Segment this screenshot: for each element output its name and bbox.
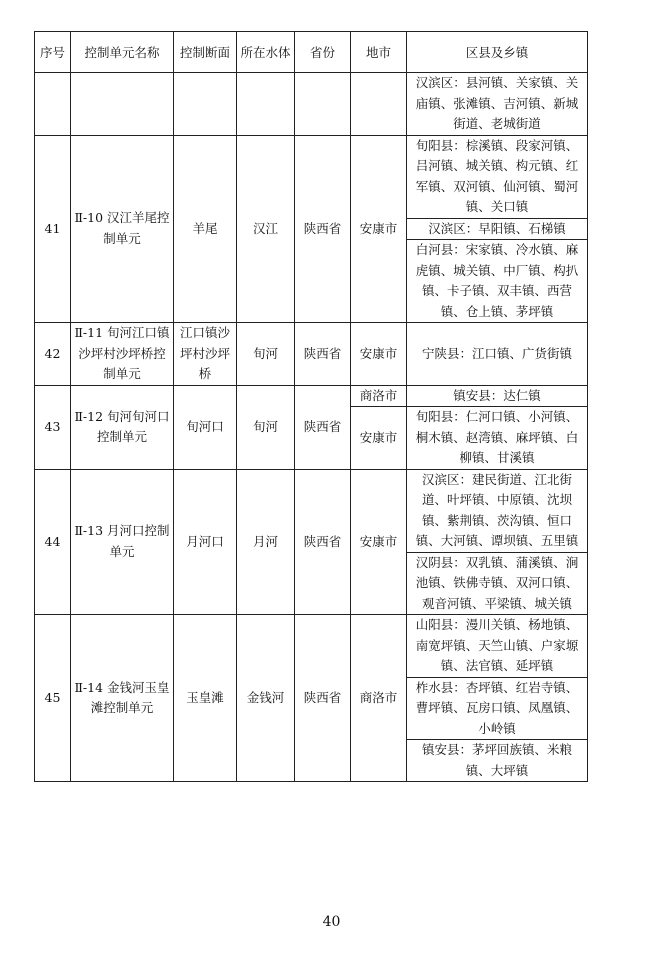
cell-water: 旬河	[237, 323, 295, 386]
cell-city: 安康市	[351, 323, 407, 386]
cell-unit-name: Ⅱ-11 旬河江口镇沙坪村沙坪桥控制单元	[71, 323, 174, 386]
cell-province: 陕西省	[295, 385, 351, 469]
header-section: 控制断面	[174, 32, 237, 73]
cell-empty	[35, 73, 71, 136]
cell-towns: 旬阳县：仁河口镇、小河镇、桐木镇、赵湾镇、麻坪镇、白柳镇、甘溪镇	[407, 407, 588, 470]
table-row	[35, 469, 588, 552]
cell-water: 汉江	[237, 135, 295, 323]
cell-unit-name: Ⅱ-12 旬河旬河口控制单元	[71, 385, 174, 469]
control-unit-table	[34, 31, 588, 782]
cell-empty	[174, 73, 237, 136]
cell-section: 旬河口	[174, 385, 237, 469]
cell-unit-name: Ⅱ-10 汉江羊尾控制单元	[71, 135, 174, 323]
cell-no: 41	[35, 135, 71, 323]
header-water: 所在水体	[237, 32, 295, 73]
cell-province: 陕西省	[295, 469, 351, 615]
cell-towns: 镇安县：达仁镇	[407, 385, 588, 407]
cell-towns: 镇安县：茅坪回族镇、米粮镇、大坪镇	[407, 740, 588, 782]
cell-city: 安康市	[351, 407, 407, 470]
table-row	[35, 323, 588, 386]
table-row	[35, 135, 588, 218]
cell-city: 商洛市	[351, 385, 407, 407]
cell-towns: 旬阳县：棕溪镇、段家河镇、吕河镇、城关镇、构元镇、红军镇、双河镇、仙河镇、蜀河镇、关口镇	[407, 135, 588, 218]
cell-water: 旬河	[237, 385, 295, 469]
cell-city: 安康市	[351, 469, 407, 615]
cell-unit-name: Ⅱ-13 月河口控制单元	[71, 469, 174, 615]
cell-towns: 白河县：宋家镇、冷水镇、麻虎镇、城关镇、中厂镇、构扒镇、卡子镇、双丰镇、西营镇、仓上镇、茅坪镇	[407, 240, 588, 323]
cell-province: 陕西省	[295, 323, 351, 386]
cell-province: 陕西省	[295, 135, 351, 323]
cell-unit-name: Ⅱ-14 金钱河玉皇滩控制单元	[71, 615, 174, 782]
cell-water: 月河	[237, 469, 295, 615]
cell-section: 月河口	[174, 469, 237, 615]
header-no: 序号	[35, 32, 71, 73]
cell-city: 商洛市	[351, 615, 407, 782]
cell-towns: 汉滨区：早阳镇、石梯镇	[407, 218, 588, 240]
cell-towns: 柞水县：杏坪镇、红岩寺镇、曹坪镇、瓦房口镇、凤凰镇、小岭镇	[407, 677, 588, 740]
cell-empty	[295, 73, 351, 136]
cell-towns: 宁陕县：江口镇、广货街镇	[407, 323, 588, 386]
header-towns: 区县及乡镇	[407, 32, 588, 73]
table-row	[35, 615, 588, 678]
cell-city: 安康市	[351, 135, 407, 323]
header-unit-name: 控制单元名称	[71, 32, 174, 73]
cell-towns: 汉滨区：县河镇、关家镇、关庙镇、张滩镇、吉河镇、新城街道、老城街道	[407, 73, 588, 136]
table-row-continued	[35, 73, 588, 136]
cell-no: 45	[35, 615, 71, 782]
cell-section: 玉皇滩	[174, 615, 237, 782]
cell-empty	[351, 73, 407, 136]
table-row	[35, 385, 588, 407]
cell-province: 陕西省	[295, 615, 351, 782]
header-city: 地市	[351, 32, 407, 73]
cell-empty	[237, 73, 295, 136]
header-province: 省份	[295, 32, 351, 73]
cell-empty	[71, 73, 174, 136]
cell-towns: 汉滨区：建民街道、江北街道、叶坪镇、中原镇、沈坝镇、紫荆镇、茨沟镇、恒口镇、大河镇、谭坝镇、五里镇	[407, 469, 588, 552]
cell-no: 44	[35, 469, 71, 615]
page-number: 40	[322, 914, 341, 930]
cell-water: 金钱河	[237, 615, 295, 782]
cell-no: 42	[35, 323, 71, 386]
header-row	[35, 32, 588, 73]
cell-towns: 山阳县：漫川关镇、杨地镇、南宽坪镇、天竺山镇、户家塬镇、法官镇、延坪镇	[407, 615, 588, 678]
cell-section: 江口镇沙坪村沙坪桥	[174, 323, 237, 386]
cell-no: 43	[35, 385, 71, 469]
cell-section: 羊尾	[174, 135, 237, 323]
cell-towns: 汉阴县：双乳镇、蒲溪镇、涧池镇、铁佛寺镇、双河口镇、观音河镇、平梁镇、城关镇	[407, 552, 588, 615]
